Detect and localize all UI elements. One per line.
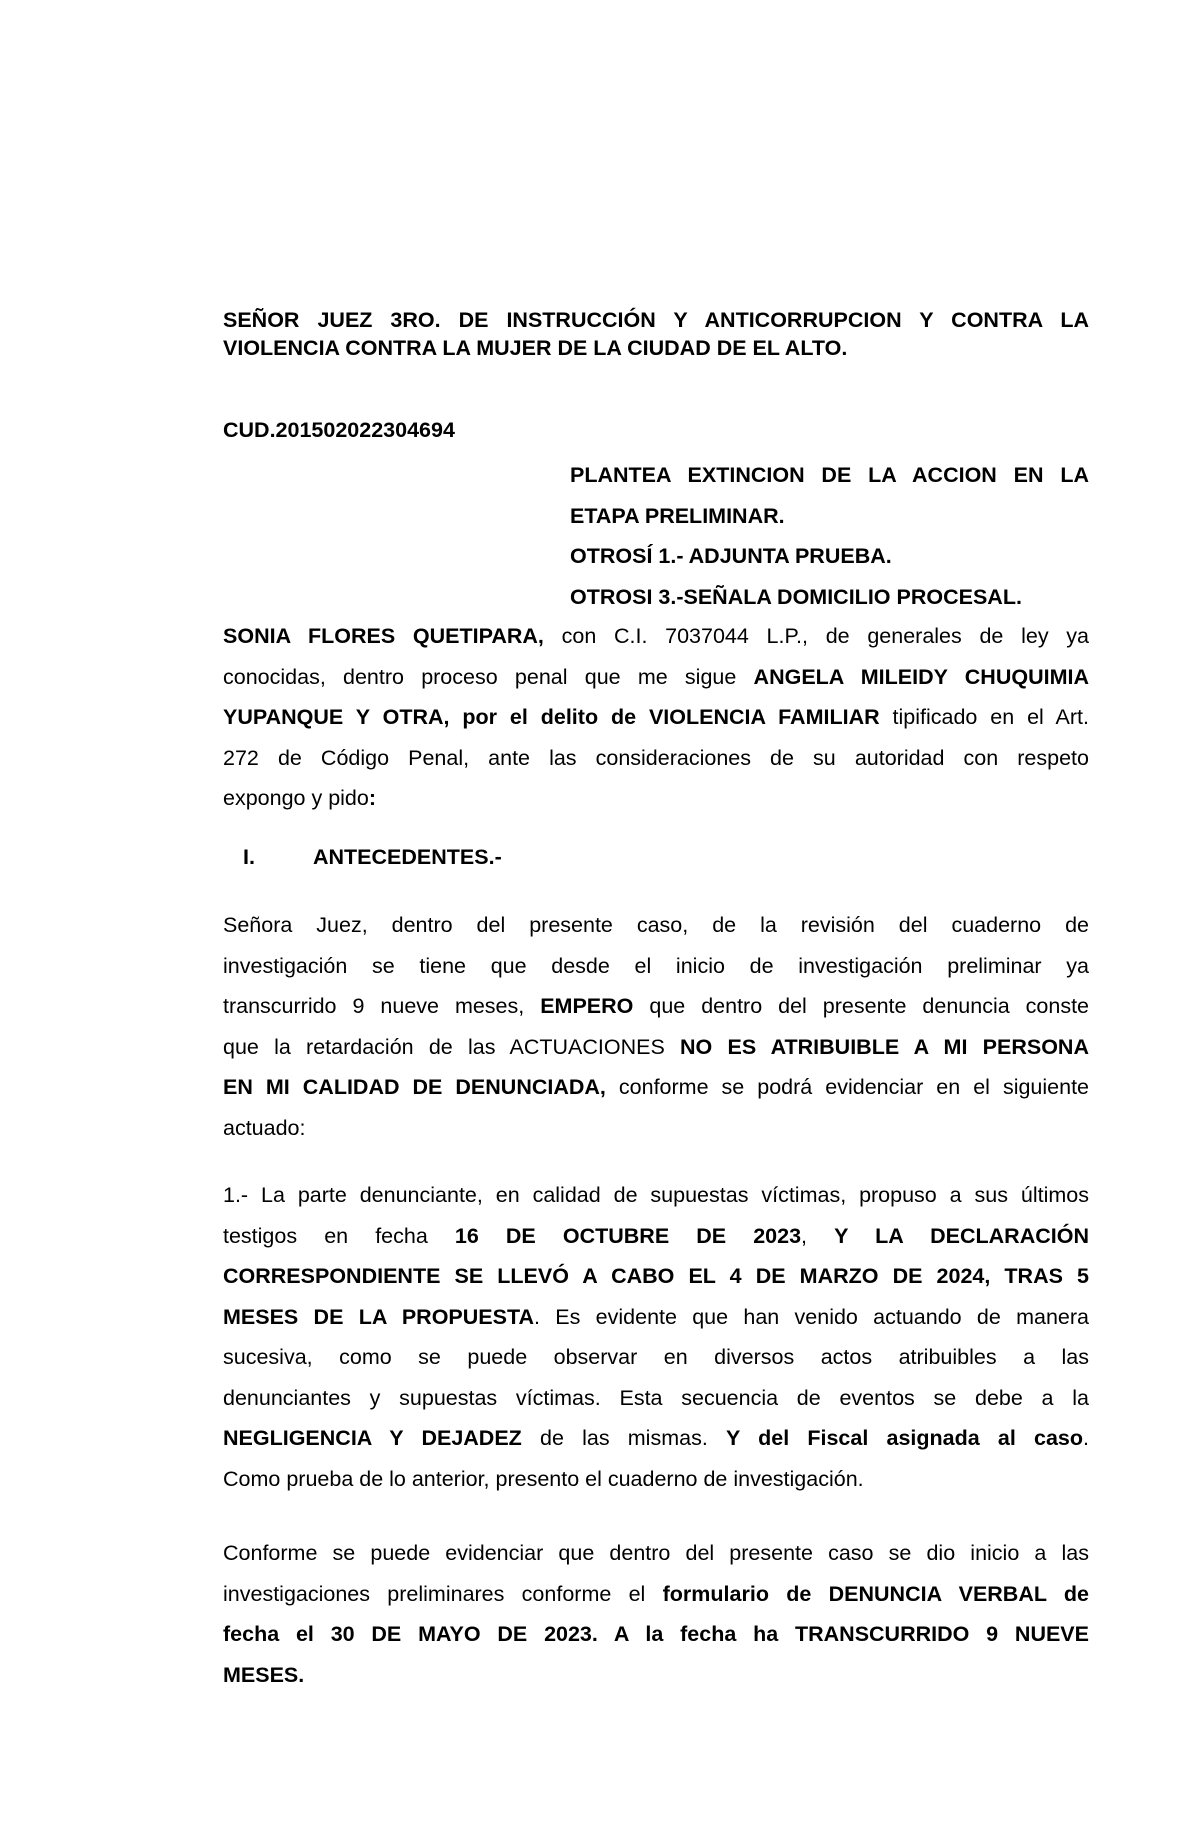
p2-emphasis-7c: Y del Fiscal asignada al caso — [725, 1426, 1084, 1450]
petitioner-name: SONIA FLORES QUETIPARA, — [223, 624, 544, 648]
p1-text-3c: que dentro del presente denuncia conste — [633, 994, 1090, 1018]
paragraph-conclusion — [223, 1533, 1089, 1695]
p1-line-1: Señora Juez, dentro del presente caso, de la revisión del cuaderno de — [223, 913, 1089, 937]
p2-emphasis-4: MESES DE LA PROPUESTA — [223, 1304, 535, 1329]
intro-colon: : — [368, 786, 377, 810]
p1-emphasis-5: EN MI CALIDAD DE DENUNCIADA, — [223, 1075, 606, 1099]
case-number: CUD.201502022304694 — [223, 418, 455, 442]
p3-emphasis-2: formulario de DENUNCIA VERBAL de — [662, 1581, 1089, 1606]
intro-line-4: 272 de Código Penal, ante las consideraciones de su autoridad con respeto — [223, 745, 1089, 770]
p1-line-2: investigación se tiene que desde el inicio de investigación preliminar ya — [223, 953, 1089, 978]
p3-text-2a: investigaciones preliminares conforme el — [223, 1581, 663, 1606]
p2-text-7b: de las mismas. — [521, 1426, 726, 1450]
intro-paragraph — [223, 616, 1089, 819]
p2-text-2a: testigos en fecha — [223, 1223, 455, 1248]
intro-line-3 — [223, 697, 1089, 738]
p3-line-2 — [223, 1574, 1089, 1615]
otrosi-3: OTROSI 3.-SEÑALA DOMICILIO PROCESAL. — [570, 584, 1022, 609]
p1-line-3 — [223, 986, 1089, 1027]
p2-text-7d: . — [1083, 1426, 1089, 1450]
intro-text-1: con C.I. 7037044 L.P., de generales de ley ya — [543, 624, 1089, 648]
intro-text-5: expongo y pido — [223, 786, 369, 810]
p1-empero: EMPERO — [540, 994, 634, 1018]
intro-line-5 — [223, 778, 1089, 819]
intro-line-2 — [223, 657, 1089, 698]
section-heading-antecedentes — [223, 843, 1089, 871]
p2-line-6: denunciantes y supuestas víctimas. Esta secuencia de eventos se debe a la — [223, 1385, 1089, 1410]
addressee-heading — [223, 306, 1089, 362]
motion-line-2: ETAPA PRELIMINAR. — [570, 503, 785, 528]
section-number: I. — [243, 845, 255, 869]
addressee-line-2: VIOLENCIA CONTRA LA MUJER DE LA CIUDAD DE EL ALTO. — [223, 336, 848, 360]
p1-text-4a: que la retardación de las ACTUACIONES — [223, 1034, 681, 1059]
p1-text-3a: transcurrido 9 nueve meses, — [223, 994, 541, 1018]
p2-line-7 — [223, 1418, 1089, 1459]
motion-summary — [570, 455, 1089, 617]
paragraph-point-1 — [223, 1175, 1089, 1499]
p1-line-5 — [223, 1067, 1089, 1108]
p2-line-2 — [223, 1216, 1089, 1257]
p2-line-1: 1.- La parte denunciante, en calidad de supuestas víctimas, propuso a sus últimos — [223, 1183, 1089, 1207]
motion-line-1: PLANTEA EXTINCION DE LA ACCION EN LA — [570, 463, 1089, 487]
p2-emphasis-7a: NEGLIGENCIA Y DEJADEZ — [223, 1426, 522, 1450]
p2-line-8: Como prueba de lo anterior, presento el cuaderno de investigación. — [223, 1466, 864, 1491]
p2-line-4 — [223, 1297, 1089, 1338]
p3-line-3: fecha el 30 DE MAYO DE 2023. A la fecha ha TRANSCURRIDO 9 NUEVE — [223, 1622, 1089, 1646]
addressee-line-1: SEÑOR JUEZ 3RO. DE INSTRUCCIÓN Y ANTICORRUPCION Y CONTRA LA — [223, 308, 1089, 332]
p1-emphasis-4: NO ES ATRIBUIBLE A MI PERSONA — [680, 1034, 1089, 1059]
otrosi-1: OTROSÍ 1.- ADJUNTA PRUEBA. — [570, 544, 892, 568]
intro-line-1 — [223, 616, 1089, 657]
p2-text-2c: , — [801, 1223, 835, 1248]
p2-emphasis-2: Y LA DECLARACIÓN — [834, 1223, 1089, 1248]
p3-line-4: MESES. — [223, 1662, 305, 1687]
accused-name-b: YUPANQUE Y OTRA, por el delito de VIOLENCIA FAMILIAR — [223, 705, 880, 729]
intro-text-2: conocidas, dentro proceso penal que me sigue — [223, 664, 754, 689]
accused-name-a: ANGELA MILEIDY CHUQUIMIA — [753, 664, 1089, 689]
p2-line-3: CORRESPONDIENTE SE LLEVÓ A CABO EL 4 DE MARZO DE 2024, TRAS 5 — [223, 1264, 1089, 1288]
paragraph-antecedentes — [223, 905, 1089, 1148]
intro-text-3: tipificado en el Art. — [879, 705, 1089, 729]
p1-line-4 — [223, 1027, 1089, 1068]
p3-line-1: Conforme se puede evidenciar que dentro del presente caso se dio inicio a las — [223, 1541, 1089, 1565]
p2-date-1: 16 DE OCTUBRE DE 2023 — [454, 1223, 802, 1248]
p2-line-5: sucesiva, como se puede observar en diversos actos atribuibles a las — [223, 1345, 1089, 1369]
p1-text-5b: conforme se podrá evidenciar en el siguiente — [605, 1075, 1090, 1099]
p1-line-6: actuado: — [223, 1115, 306, 1140]
p2-text-4b: . Es evidente que han venido actuando de manera — [534, 1304, 1089, 1329]
section-title: ANTECEDENTES.- — [313, 845, 502, 869]
